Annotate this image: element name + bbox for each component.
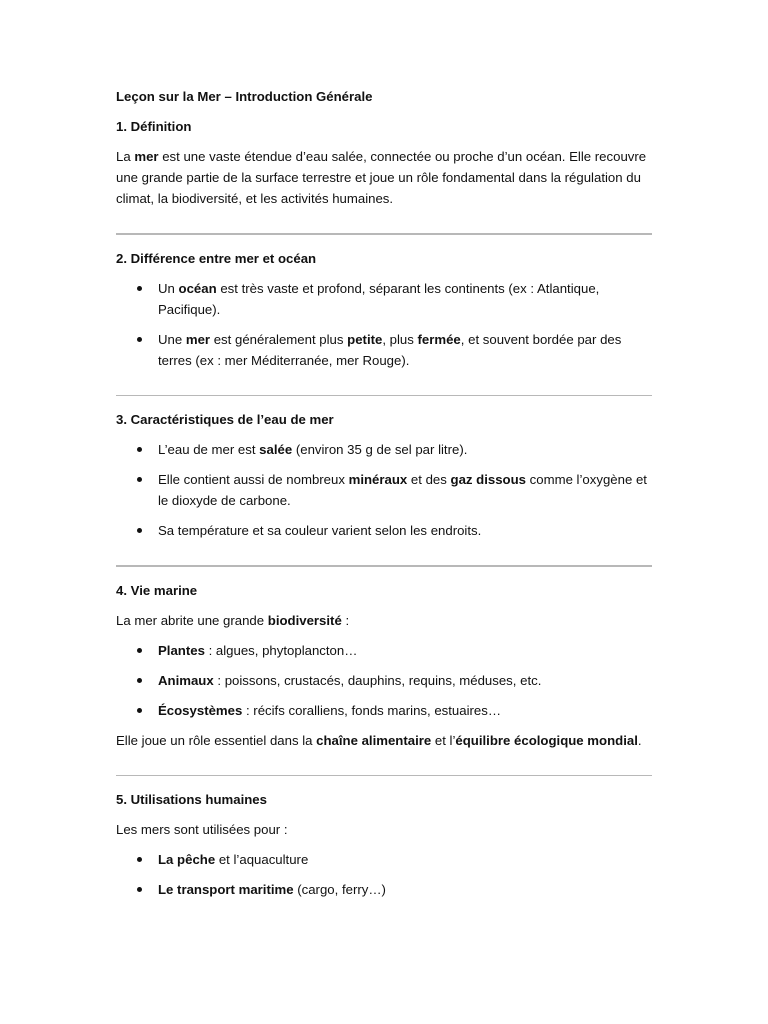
list-item xyxy=(116,469,652,511)
text-run: (cargo, ferry…) xyxy=(293,882,386,897)
bullet-icon xyxy=(137,477,142,482)
utilisations-list xyxy=(116,849,652,900)
text-run: (environ 35 g de sel par litre). xyxy=(292,442,468,457)
caracteristiques-list xyxy=(116,439,652,541)
bold-term: mer xyxy=(185,332,211,347)
bold-term: minéraux xyxy=(348,472,408,487)
section-divider xyxy=(116,233,652,235)
list-item xyxy=(116,520,652,541)
text-run: Elle contient aussi de nombreux xyxy=(158,472,349,487)
text-run: La xyxy=(116,149,135,164)
bold-term: chaîne alimentaire xyxy=(316,733,432,748)
text-run: : récifs coralliens, fonds marins, estuaires… xyxy=(242,703,502,718)
section-heading-caracteristiques: 3. Caractéristiques de l’eau de mer xyxy=(116,412,334,427)
document-body xyxy=(116,86,652,909)
bold-term: gaz dissous xyxy=(450,472,526,487)
bold-term: La pêche xyxy=(158,852,216,867)
text-run: , plus xyxy=(382,332,418,347)
bold-term: petite xyxy=(347,332,383,347)
bold-term: biodiversité xyxy=(267,613,342,628)
list-item xyxy=(116,278,652,320)
section-divider xyxy=(116,395,652,396)
bullet-icon xyxy=(137,708,142,713)
text-run: et des xyxy=(407,472,451,487)
list-item xyxy=(116,329,652,371)
bullet-icon xyxy=(137,857,142,862)
text-run: : poissons, crustacés, dauphins, requins, méduses, etc. xyxy=(213,673,542,688)
text-run: Elle joue un rôle essentiel dans la xyxy=(116,733,317,748)
utilisations-intro: Les mers sont utilisées pour : xyxy=(116,822,288,837)
list-item xyxy=(116,700,652,721)
text-run: comme l’oxygène et le dioxyde de carbone. xyxy=(158,472,647,508)
bold-term: mer xyxy=(134,149,159,164)
text-run: Une xyxy=(158,332,186,347)
bold-term: fermée xyxy=(417,332,461,347)
bullet-icon xyxy=(137,447,142,452)
text-run: : algues, phytoplancton… xyxy=(204,643,358,658)
section-heading-utilisations: 5. Utilisations humaines xyxy=(116,792,267,807)
vie-marine-list xyxy=(116,640,652,721)
text-run: est généralement plus xyxy=(210,332,348,347)
difference-list xyxy=(116,278,652,371)
bold-term: Écosystèmes xyxy=(158,703,243,718)
text-run: est une vaste étendue d’eau salée, connectée ou proche d’un océan. Elle recouvre une grande partie de la surface terrestre et joue un rôle fondamental dans la régulation du climat, la biodiversité, et les activités humaines. xyxy=(116,149,647,206)
section-heading-difference: 2. Différence entre mer et océan xyxy=(116,251,317,266)
text-run: : xyxy=(341,613,350,628)
text-run: , et souvent bordée par des terres (ex : mer Méditerranée, mer Rouge). xyxy=(158,332,622,368)
section-divider xyxy=(116,775,652,776)
definition-paragraph xyxy=(116,146,652,209)
bold-term: océan xyxy=(178,281,217,296)
section-heading-vie-marine: 4. Vie marine xyxy=(116,583,198,598)
list-item xyxy=(116,640,652,661)
list-item xyxy=(116,879,652,900)
bullet-icon xyxy=(137,286,142,291)
vie-marine-outro xyxy=(116,730,652,751)
bold-term: Plantes xyxy=(158,643,205,658)
text-run: Sa température et sa couleur varient selon les endroits. xyxy=(158,523,482,538)
list-item xyxy=(116,849,652,870)
bullet-icon xyxy=(137,648,142,653)
bold-term: Le transport maritime xyxy=(158,882,294,897)
bold-term: équilibre écologique mondial xyxy=(455,733,638,748)
bold-term: salée xyxy=(259,442,293,457)
bullet-icon xyxy=(137,528,142,533)
text-run: et l’ xyxy=(431,733,456,748)
section-divider xyxy=(116,565,652,567)
list-item xyxy=(116,670,652,691)
bullet-icon xyxy=(137,337,142,342)
section-heading-definition: 1. Définition xyxy=(116,119,192,134)
text-run: est très vaste et profond, séparant les continents (ex : Atlantique, Pacifique). xyxy=(158,281,600,317)
text-run: et l’aquaculture xyxy=(215,852,309,867)
text-run: L’eau de mer est xyxy=(158,442,260,457)
text-run: Un xyxy=(158,281,179,296)
bullet-icon xyxy=(137,887,142,892)
vie-marine-intro xyxy=(116,610,652,631)
bold-term: Animaux xyxy=(158,673,214,688)
text-run: La mer abrite une grande xyxy=(116,613,268,628)
list-item xyxy=(116,439,652,460)
bullet-icon xyxy=(137,678,142,683)
document-title: Leçon sur la Mer – Introduction Générale xyxy=(116,89,373,104)
text-run: . xyxy=(637,733,642,748)
